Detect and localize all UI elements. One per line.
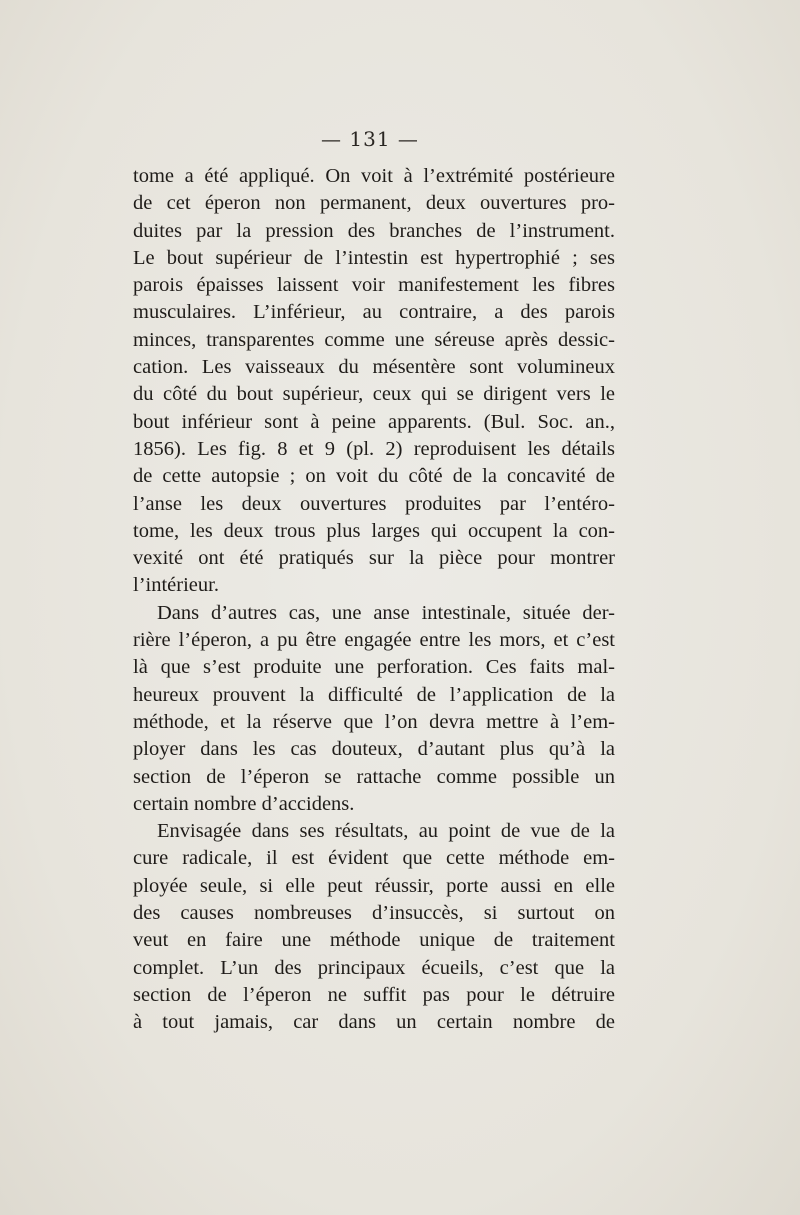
text-line: cation. Les vaisseaux du mésentère sont volumineux	[133, 356, 615, 379]
text-line: l’anse les deux ouvertures produites par l’entéro-	[133, 492, 615, 515]
body-text	[133, 163, 615, 1037]
text-line: des causes nombreuses d’insuccès, si surtout on	[133, 902, 615, 925]
text-line: de cet éperon non permanent, deux ouvertures pro-	[133, 192, 615, 215]
paragraph-start-line: Dans d’autres cas, une anse intestinale, située der-	[157, 601, 615, 624]
text-line: parois épaisses laissent voir manifestement les fibres	[133, 274, 615, 297]
text-line: certain nombre d’accidens.	[133, 792, 355, 815]
page-number: — 131 —	[321, 127, 419, 151]
text-line: ployée seule, si elle peut réussir, porte aussi en elle	[133, 874, 615, 897]
text-line: du côté du bout supérieur, ceux qui se dirigent vers le	[133, 383, 615, 406]
text-line: duites par la pression des branches de l’instrument.	[133, 219, 615, 242]
text-line: tome a été appliqué. On voit à l’extrémité postérieure	[133, 165, 615, 187]
text-line: de cette autopsie ; on voit du côté de la concavité de	[133, 465, 615, 488]
paragraph-start-line: Envisagée dans ses résultats, au point de vue de la	[157, 820, 615, 843]
text-line: Le bout supérieur de l’intestin est hypertrophié ; ses	[133, 246, 615, 269]
text-line: méthode, et la réserve que l’on devra mettre à l’em-	[133, 710, 615, 733]
text-line: section de l’éperon ne suffit pas pour le détruire	[133, 983, 615, 1006]
text-line: vexité ont été pratiqués sur la pièce pour montrer	[133, 547, 615, 570]
text-line: bout inférieur sont à peine apparents. (Bul. Soc. an.,	[133, 410, 615, 433]
text-line: cure radicale, il est évident que cette méthode em-	[133, 847, 615, 870]
text-line: ployer dans les cas douteux, d’autant plus qu’à la	[133, 738, 615, 761]
text-line: 1856). Les fig. 8 et 9 (pl. 2) reproduisent les détails	[133, 437, 615, 460]
text-line: là que s’est produite une perforation. Ces faits mal-	[133, 656, 615, 679]
text-line: veut en faire une méthode unique de traitement	[133, 929, 615, 952]
text-line: l’intérieur.	[133, 574, 219, 597]
text-line: heureux prouvent la difficulté de l’application de la	[133, 683, 615, 706]
text-line: musculaires. L’inférieur, au contraire, a des parois	[133, 301, 615, 324]
text-line: tome, les deux trous plus larges qui occupent la con-	[133, 519, 615, 542]
text-line: section de l’éperon se rattache comme possible un	[133, 765, 615, 788]
text-line: complet. L’un des principaux écueils, c’est que la	[133, 956, 615, 979]
text-line: rière l’éperon, a pu être engagée entre les mors, et c’est	[133, 629, 615, 652]
text-line: minces, transparentes comme une séreuse après dessic-	[133, 328, 615, 351]
text-line: à tout jamais, car dans un certain nombre de	[133, 1011, 615, 1034]
